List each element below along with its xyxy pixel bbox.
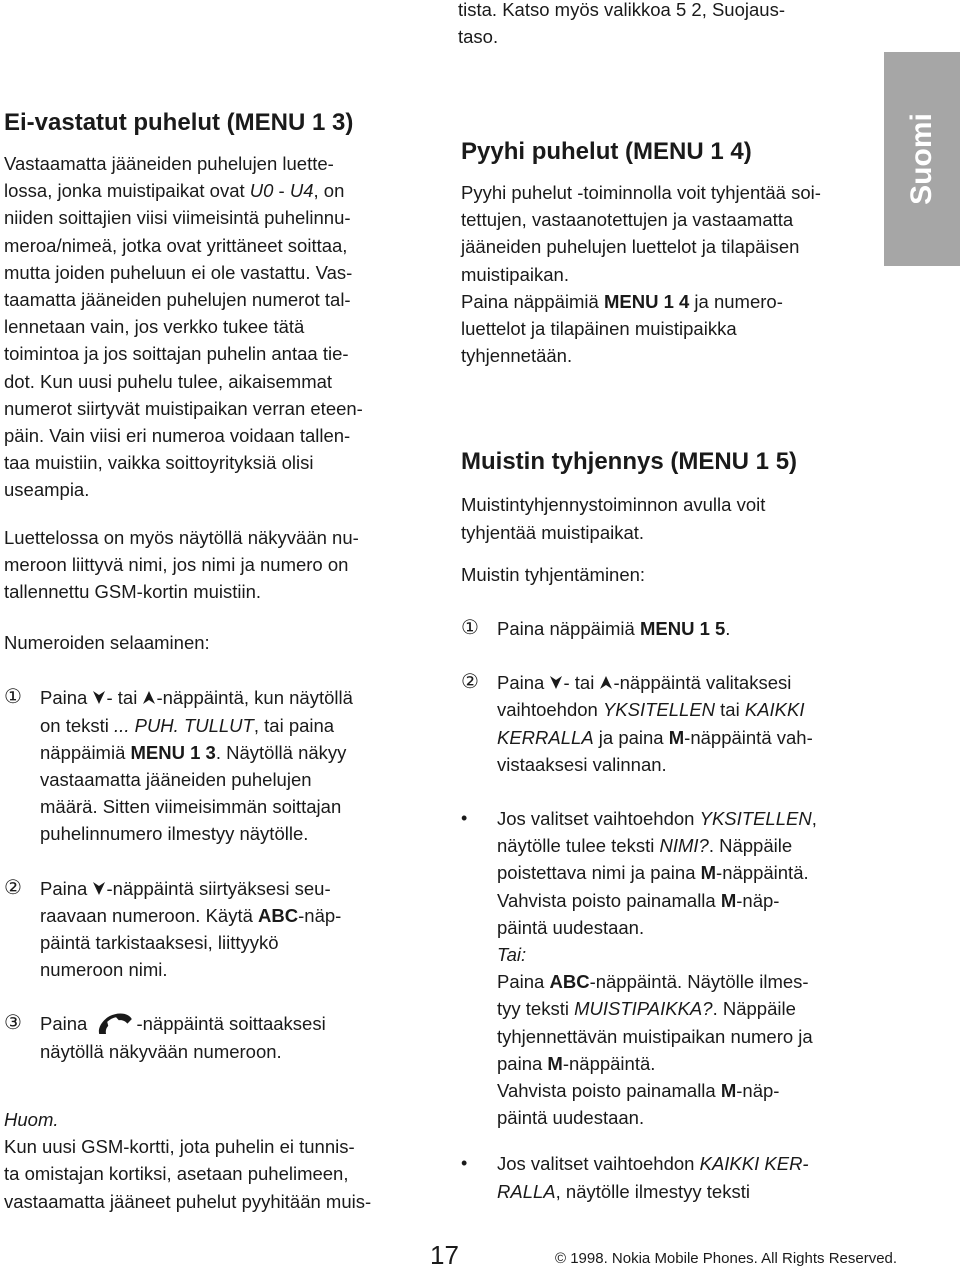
text-line: vistaaksesi valinnan.: [497, 753, 667, 775]
right-step-2: [461, 669, 881, 778]
bullet-item-2: [461, 1150, 881, 1204]
top-line-1: tista. Katso myös valikkoa 5 2, Suojaus-: [458, 0, 785, 20]
erase-calls-paragraph: [461, 179, 881, 369]
text-line: jääneiden puhelujen luettelot ja tilapäisen: [461, 236, 800, 258]
text-line: päin. Vain viisi eri numeroa voidaan tallen-: [4, 425, 351, 447]
text-line: numeroon nimi.: [40, 959, 168, 981]
text-line: Muistintyhjennystoiminnon avulla voit: [461, 494, 766, 516]
text-line: lossa, jonka muistipaikat ovat U0 - U4, on: [4, 180, 345, 202]
text-line: vaihtoehdon YKSITELLEN tai KAIKKI: [497, 699, 805, 721]
copyright-notice: © 1998. Nokia Mobile Phones. All Rights Reserved.: [555, 1250, 898, 1267]
text-line: Paina -näppäintä siirtyäksesi seu-: [40, 877, 331, 899]
text-line: tyhjentää muistipaikat.: [461, 521, 645, 543]
text-line: tyhjennetään.: [461, 345, 573, 367]
text-line: Vastaamatta jääneiden puhelujen luette-: [4, 153, 334, 174]
text-line: numerot siirtyvät muistipaikan verran eteen-: [4, 397, 363, 419]
down-arrow-key-icon: [92, 881, 106, 896]
text-line: näytölle tulee teksti NIMI?. Näppäile: [497, 835, 793, 857]
text-line: toimintoa ja jos soittajan puhelin antaa tie-: [4, 343, 349, 365]
text-line: luettelot ja tilapäinen muistipaikka: [461, 318, 737, 340]
right-column: [461, 137, 881, 1205]
text-line: meroa/nimeä, jotka ovat yrittäneet soittaa,: [4, 234, 348, 256]
text-line: raavaan numeroon. Käytä ABC-näp-: [40, 904, 342, 926]
text-line: RALLA, näytölle ilmestyy teksti: [497, 1180, 750, 1202]
text-line: taamatta jääneiden puhelujen numerot tal-: [4, 289, 351, 311]
step-number-2: ②: [4, 876, 22, 899]
clear-memory-paragraph: [461, 491, 881, 545]
erase-calls-heading: Pyyhi puhelut (MENU 1 4): [461, 138, 752, 165]
text-line: tyy teksti MUISTIPAIKKA?. Näppäile: [497, 998, 796, 1020]
top-continuation: [458, 0, 785, 50]
missed-calls-paragraph: [4, 150, 429, 504]
text-line: ta omistajan kortiksi, asetaan puhelimeen,: [4, 1163, 349, 1185]
text-line: näytöllä näkyvään numeroon.: [40, 1040, 282, 1062]
text-line: paina M-näppäintä.: [497, 1052, 656, 1074]
text-line: useampia.: [4, 479, 90, 501]
language-tab: [884, 52, 960, 266]
text-line: Paina - tai -näppäintä valitaksesi: [497, 672, 792, 694]
left-step-2: [4, 875, 429, 984]
left-step-1: [4, 684, 429, 847]
text-line: tyhjennettävän muistipaikan numero ja: [497, 1025, 813, 1047]
note-label: Huom.: [4, 1108, 59, 1130]
text-line: päintä uudestaan.: [497, 1107, 645, 1129]
or-label: Tai:: [497, 944, 527, 966]
step-number-2: ②: [461, 671, 479, 694]
bullet-mark: •: [461, 1153, 468, 1174]
text-line: niiden soittajien viisi viimeisintä puhelinnu-: [4, 207, 351, 229]
text-line: lennetaan vain, jos verkko tukee tätä: [4, 316, 305, 338]
text-line: tettujen, vastaanotettujen ja vastaamatta: [461, 209, 794, 231]
text-line: Vahvista poisto painamalla M-näp-: [497, 889, 780, 911]
text-line: poistettava nimi ja paina M-näppäintä.: [497, 862, 809, 884]
text-line: Vahvista poisto painamalla M-näp-: [497, 1080, 780, 1102]
bullet-mark: •: [461, 808, 468, 829]
browse-numbers-label: Numeroiden selaaminen:: [4, 632, 210, 654]
text-line: KERRALLA ja paina M-näppäintä vah-: [497, 726, 813, 748]
step-number-1: ①: [4, 686, 22, 709]
clearing-label: Muistin tyhjentäminen:: [461, 563, 646, 585]
text-line: määrä. Sitten viimeisimmän soittajan: [40, 796, 342, 818]
left-step-3: [4, 1010, 429, 1064]
text-line: Paina ABC-näppäintä. Näytölle ilmes-: [497, 971, 809, 993]
text-line: taa muistiin, vaikka soittoyrityksiä olisi: [4, 452, 314, 474]
page-number: 17: [430, 1240, 459, 1270]
right-step-1: [461, 615, 881, 642]
text-line: meroon liittyvä nimi, jos nimi ja numero on: [4, 553, 349, 575]
text-line: päintä tarkistaaksesi, liittyykö: [40, 932, 279, 954]
clear-memory-heading: Muistin tyhjennys (MENU 1 5): [461, 448, 798, 476]
text-line: tallennettu GSM-kortin muistiin.: [4, 581, 262, 603]
step-number-1: ①: [461, 617, 479, 640]
call-handset-icon: [92, 1012, 136, 1034]
bullet-item-1: [461, 805, 881, 1131]
text-line: Kun uusi GSM-kortti, jota puhelin ei tunnis-: [4, 1136, 355, 1158]
up-arrow-key-icon: [142, 690, 156, 705]
text-line: Jos valitset vaihtoehdon KAIKKI KER-: [497, 1153, 809, 1175]
text-line: puhelinnumero ilmestyy näytölle.: [40, 823, 309, 845]
text-line: Paina -näppäintä soittaaksesi: [40, 1010, 429, 1037]
step-number-3: ③: [4, 1012, 22, 1035]
text-line: on teksti ... PUH. TULLUT, tai paina: [40, 714, 335, 736]
text-line: Paina näppäimiä MENU 1 4 ja numero-: [461, 290, 783, 312]
down-arrow-key-icon: [92, 690, 106, 705]
text-line: vastaamatta jääneiden puhelujen: [40, 769, 312, 791]
text-line: päintä uudestaan.: [497, 916, 645, 938]
note-block: [4, 1106, 429, 1215]
down-arrow-key-icon: [549, 675, 563, 690]
text-line: Paina - tai -näppäintä, kun näytöllä: [40, 687, 353, 709]
text-line: Luettelossa on myös näytöllä näkyvään nu-: [4, 526, 359, 548]
text-line: muistipaikan.: [461, 263, 569, 285]
text-line: Jos valitset vaihtoehdon YKSITELLEN,: [497, 808, 817, 830]
language-tab-label: Suomi: [905, 113, 938, 205]
text-line: Paina näppäimiä MENU 1 5.: [497, 618, 731, 640]
text-line: Pyyhi puhelut -toiminnolla voit tyhjentää soi-: [461, 182, 821, 203]
missed-calls-heading: Ei-vastatut puhelut (MENU 1 3): [4, 109, 354, 136]
text-line: näppäimiä MENU 1 3. Näytöllä näkyy: [40, 741, 347, 763]
text-line: mutta joiden puheluun ei ole vastattu. Vas-: [4, 261, 353, 283]
left-column: [4, 108, 429, 1215]
up-arrow-key-icon: [599, 675, 613, 690]
text-line: vastaamatta jääneet puhelut pyyhitään muis-: [4, 1190, 372, 1212]
name-display-paragraph: [4, 524, 429, 606]
top-line-2: taso.: [458, 26, 499, 48]
text-line: dot. Kun uusi puhelu tulee, aikaisemmat: [4, 370, 333, 392]
